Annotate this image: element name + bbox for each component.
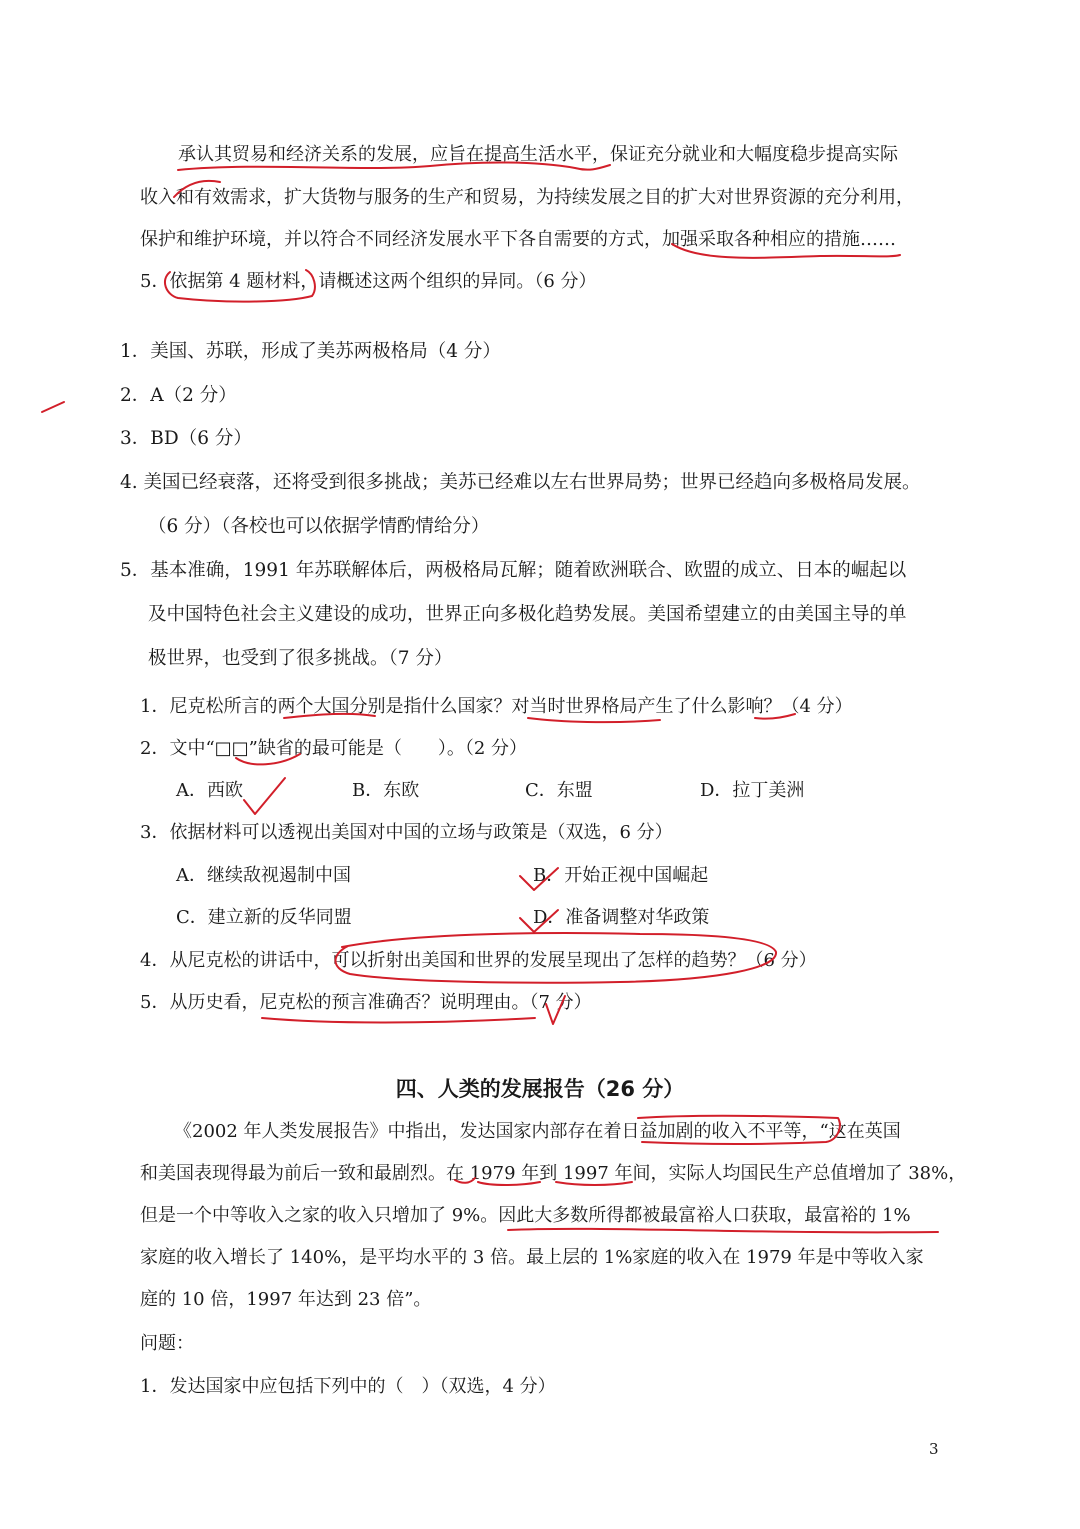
section-four-para-line-3: 但是一个中等收入之家的收入只增加了 9%。因此大多数所得都被最富裕人口获取，最富裕的 1% bbox=[140, 1205, 911, 1226]
answer-5-line-2: 及中国特色社会主义建设的成功，世界正向多极化趋势发展。美国希望建立的由美国主导的单 bbox=[148, 604, 907, 625]
answer-4-line-1: 4. 美国已经衰落，还将受到很多挑战；美苏已经难以左右世界局势；世界已经趋向多极格局发展。 bbox=[120, 472, 921, 493]
question-1: 1．尼克松所言的两个大国分别是指什么国家？对当时世界格局产生了什么影响？（4 分） bbox=[140, 696, 853, 717]
material-line-3: 保护和维护环境，并以符合不同经济发展水平下各自需要的方式，加强采取各种相应的措施…… bbox=[140, 229, 896, 250]
material-line-2: 收入和有效需求，扩大货物与服务的生产和贸易，为持续发展之目的扩大对世界资源的充分利用， bbox=[140, 187, 914, 208]
answer-2: 2．A（2 分） bbox=[120, 385, 237, 406]
q2-option-b: B．东欧 bbox=[352, 780, 420, 801]
q3-option-a: A．继续敌视遏制中国 bbox=[176, 865, 351, 886]
answer-5-line-1: 5．基本准确，1991 年苏联解体后，两极格局瓦解；随着欧洲联合、欧盟的成立、日本的崛起以 bbox=[120, 560, 907, 581]
section-four-question-1: 1．发达国家中应包括下列中的（ ）（双选，4 分） bbox=[140, 1376, 556, 1397]
section-four-para-line-4: 家庭的收入增长了 140%，是平均水平的 3 倍。最上层的 1%家庭的收入在 1979 年是中等收入家 bbox=[140, 1247, 924, 1268]
check-a bbox=[244, 778, 285, 814]
section-four-question-label: 问题： bbox=[140, 1333, 194, 1354]
question-2: 2．文中“□□”缺省的最可能是（ ）。（2 分） bbox=[140, 738, 528, 759]
question-5-top: 5．依据第 4 题材料，请概述这两个组织的异同。（6 分） bbox=[140, 271, 597, 292]
question-4: 4．从尼克松的讲话中，可以折射出美国和世界的发展呈现出了怎样的趋势？（6 分） bbox=[140, 950, 817, 971]
q3-option-d: D．准备调整对华政策 bbox=[533, 907, 710, 928]
q2-option-c: C．东盟 bbox=[525, 780, 593, 801]
section-four-para-line-5: 庭的 10 倍，1997 年达到 23 倍”。 bbox=[140, 1289, 432, 1310]
material-line-1: 承认其贸易和经济关系的发展，应旨在提高生活水平，保证充分就业和大幅度稳步提高实际 bbox=[178, 144, 898, 165]
answer-5-line-3: 极世界，也受到了很多挑战。（7 分） bbox=[148, 648, 453, 669]
answer-1: 1．美国、苏联，形成了美苏两极格局（4 分） bbox=[120, 341, 501, 362]
answer-4-line-2: （6 分）（各校也可以依据学情酌情给分） bbox=[148, 516, 490, 537]
underline-wealthy bbox=[508, 1229, 938, 1232]
q3-option-b: B．开始正视中国崛起 bbox=[533, 865, 709, 886]
underline-accurate bbox=[262, 1018, 535, 1023]
q2-option-a: A．西欧 bbox=[176, 780, 243, 801]
question-3: 3．依据材料可以透视出美国对中国的立场与政策是（双选，6 分） bbox=[140, 822, 673, 843]
question-5: 5．从历史看，尼克松的预言准确否？说明理由。（7 分） bbox=[140, 992, 592, 1013]
section-four-para-line-1: 《2002 年人类发展报告》中指出，发达国家内部存在着日益加剧的收入不平等，“这在英国 bbox=[174, 1121, 901, 1142]
section-four-title: 四、人类的发展报告（26 分） bbox=[395, 1077, 685, 1101]
margin-mark bbox=[42, 402, 64, 412]
answer-3: 3．BD（6 分） bbox=[120, 428, 252, 449]
section-four-para-line-2: 和美国表现得最为前后一致和最剧烈。在 1979 年到 1997 年间，实际人均国民生产总值增加了 38%， bbox=[140, 1163, 967, 1184]
page-number: 3 bbox=[929, 1440, 939, 1458]
q2-option-d: D．拉丁美洲 bbox=[700, 780, 805, 801]
q3-option-c: C．建立新的反华同盟 bbox=[176, 907, 352, 928]
